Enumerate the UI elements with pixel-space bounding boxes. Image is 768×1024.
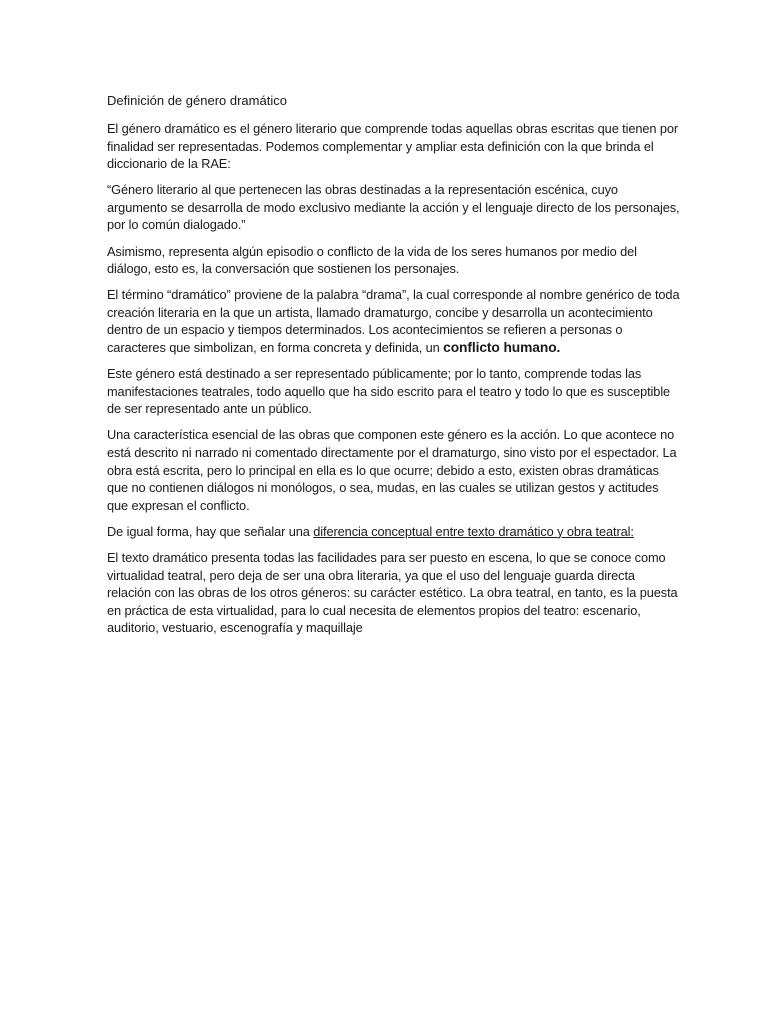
paragraph-texto-dramatico: El texto dramático presenta todas las facilidades para ser puesto en escena, lo que se conoce como virtualidad teatral, pero deja de ser una obra literaria, ya que el uso del lenguaje guarda directa relación con las obras de los otros géneros: su carácter estético. La obra teatral, en tanto, es la puesta en práctica de esta virtualidad, para lo cual necesita de elementos propios del teatro: escenario, auditorio, vestuario, escenografía y maquillaje bbox=[107, 549, 678, 636]
paragraph-accion: Una característica esencial de las obras que componen este género es la acción. Lo que acontece no está descrito ni narrado ni comentado directamente por el dramaturgo, sino visto por el espectador. La obra está escrita, pero lo principal en ella es lo que ocurre; debido a esto, existen obras dramáticas que no contienen diálogos ni monólogos, o sea, mudas, en las cuales se utilizan gestos y actitudes que expresan el conflicto. bbox=[107, 427, 677, 513]
diferencia-underlined: diferencia conceptual entre texto dramático y obra teatral: bbox=[313, 523, 634, 539]
paragraph-episodio: Asimismo, representa algún episodio o conflicto de la vida de los seres humanos por medio del diálogo, esto es, la conversación que sostienen los personajes. bbox=[107, 243, 637, 277]
paragraph-representado: Este género está destinado a ser representado públicamente; por lo tanto, comprende todas las manifestaciones teatrales, todo aquello que ha sido escrito para el teatro y todo lo que es susceptible de ser representado ante un público. bbox=[107, 366, 671, 417]
document-title: Definición de género dramático bbox=[107, 93, 287, 108]
paragraph-termino-text: El término “dramático” proviene de la palabra “drama”, la cual corresponde al nombre genérico de toda creación literaria en la que un artista, llamado dramaturgo, concibe y desarrolla un acontecimiento dentro de un espacio y tiempos determinados. Los acontecimientos se refieren a personas o caracteres que simbolizan, en forma concreta y definida, un bbox=[107, 287, 680, 356]
paragraph-termino-dramatico bbox=[107, 286, 680, 356]
paragraph-diferencia bbox=[107, 523, 680, 541]
paragraph-rae-quote: “Género literario al que pertenecen las obras destinadas a la representación escénica, cuyo argumento se desarrolla de modo exclusivo mediante la acción y el lenguaje directo de los personajes, por lo común dialogado.” bbox=[107, 182, 680, 233]
paragraph-intro: El género dramático es el género literario que comprende todas aquellas obras escritas que tienen por finalidad ser representadas. Podemos complementar y ampliar esta definición con la que brinda el diccionario de la RAE: bbox=[107, 121, 679, 172]
conflicto-humano-emphasis: conflicto humano. bbox=[443, 340, 561, 356]
paragraph-diferencia-text: De igual forma, hay que señalar una bbox=[107, 523, 314, 539]
